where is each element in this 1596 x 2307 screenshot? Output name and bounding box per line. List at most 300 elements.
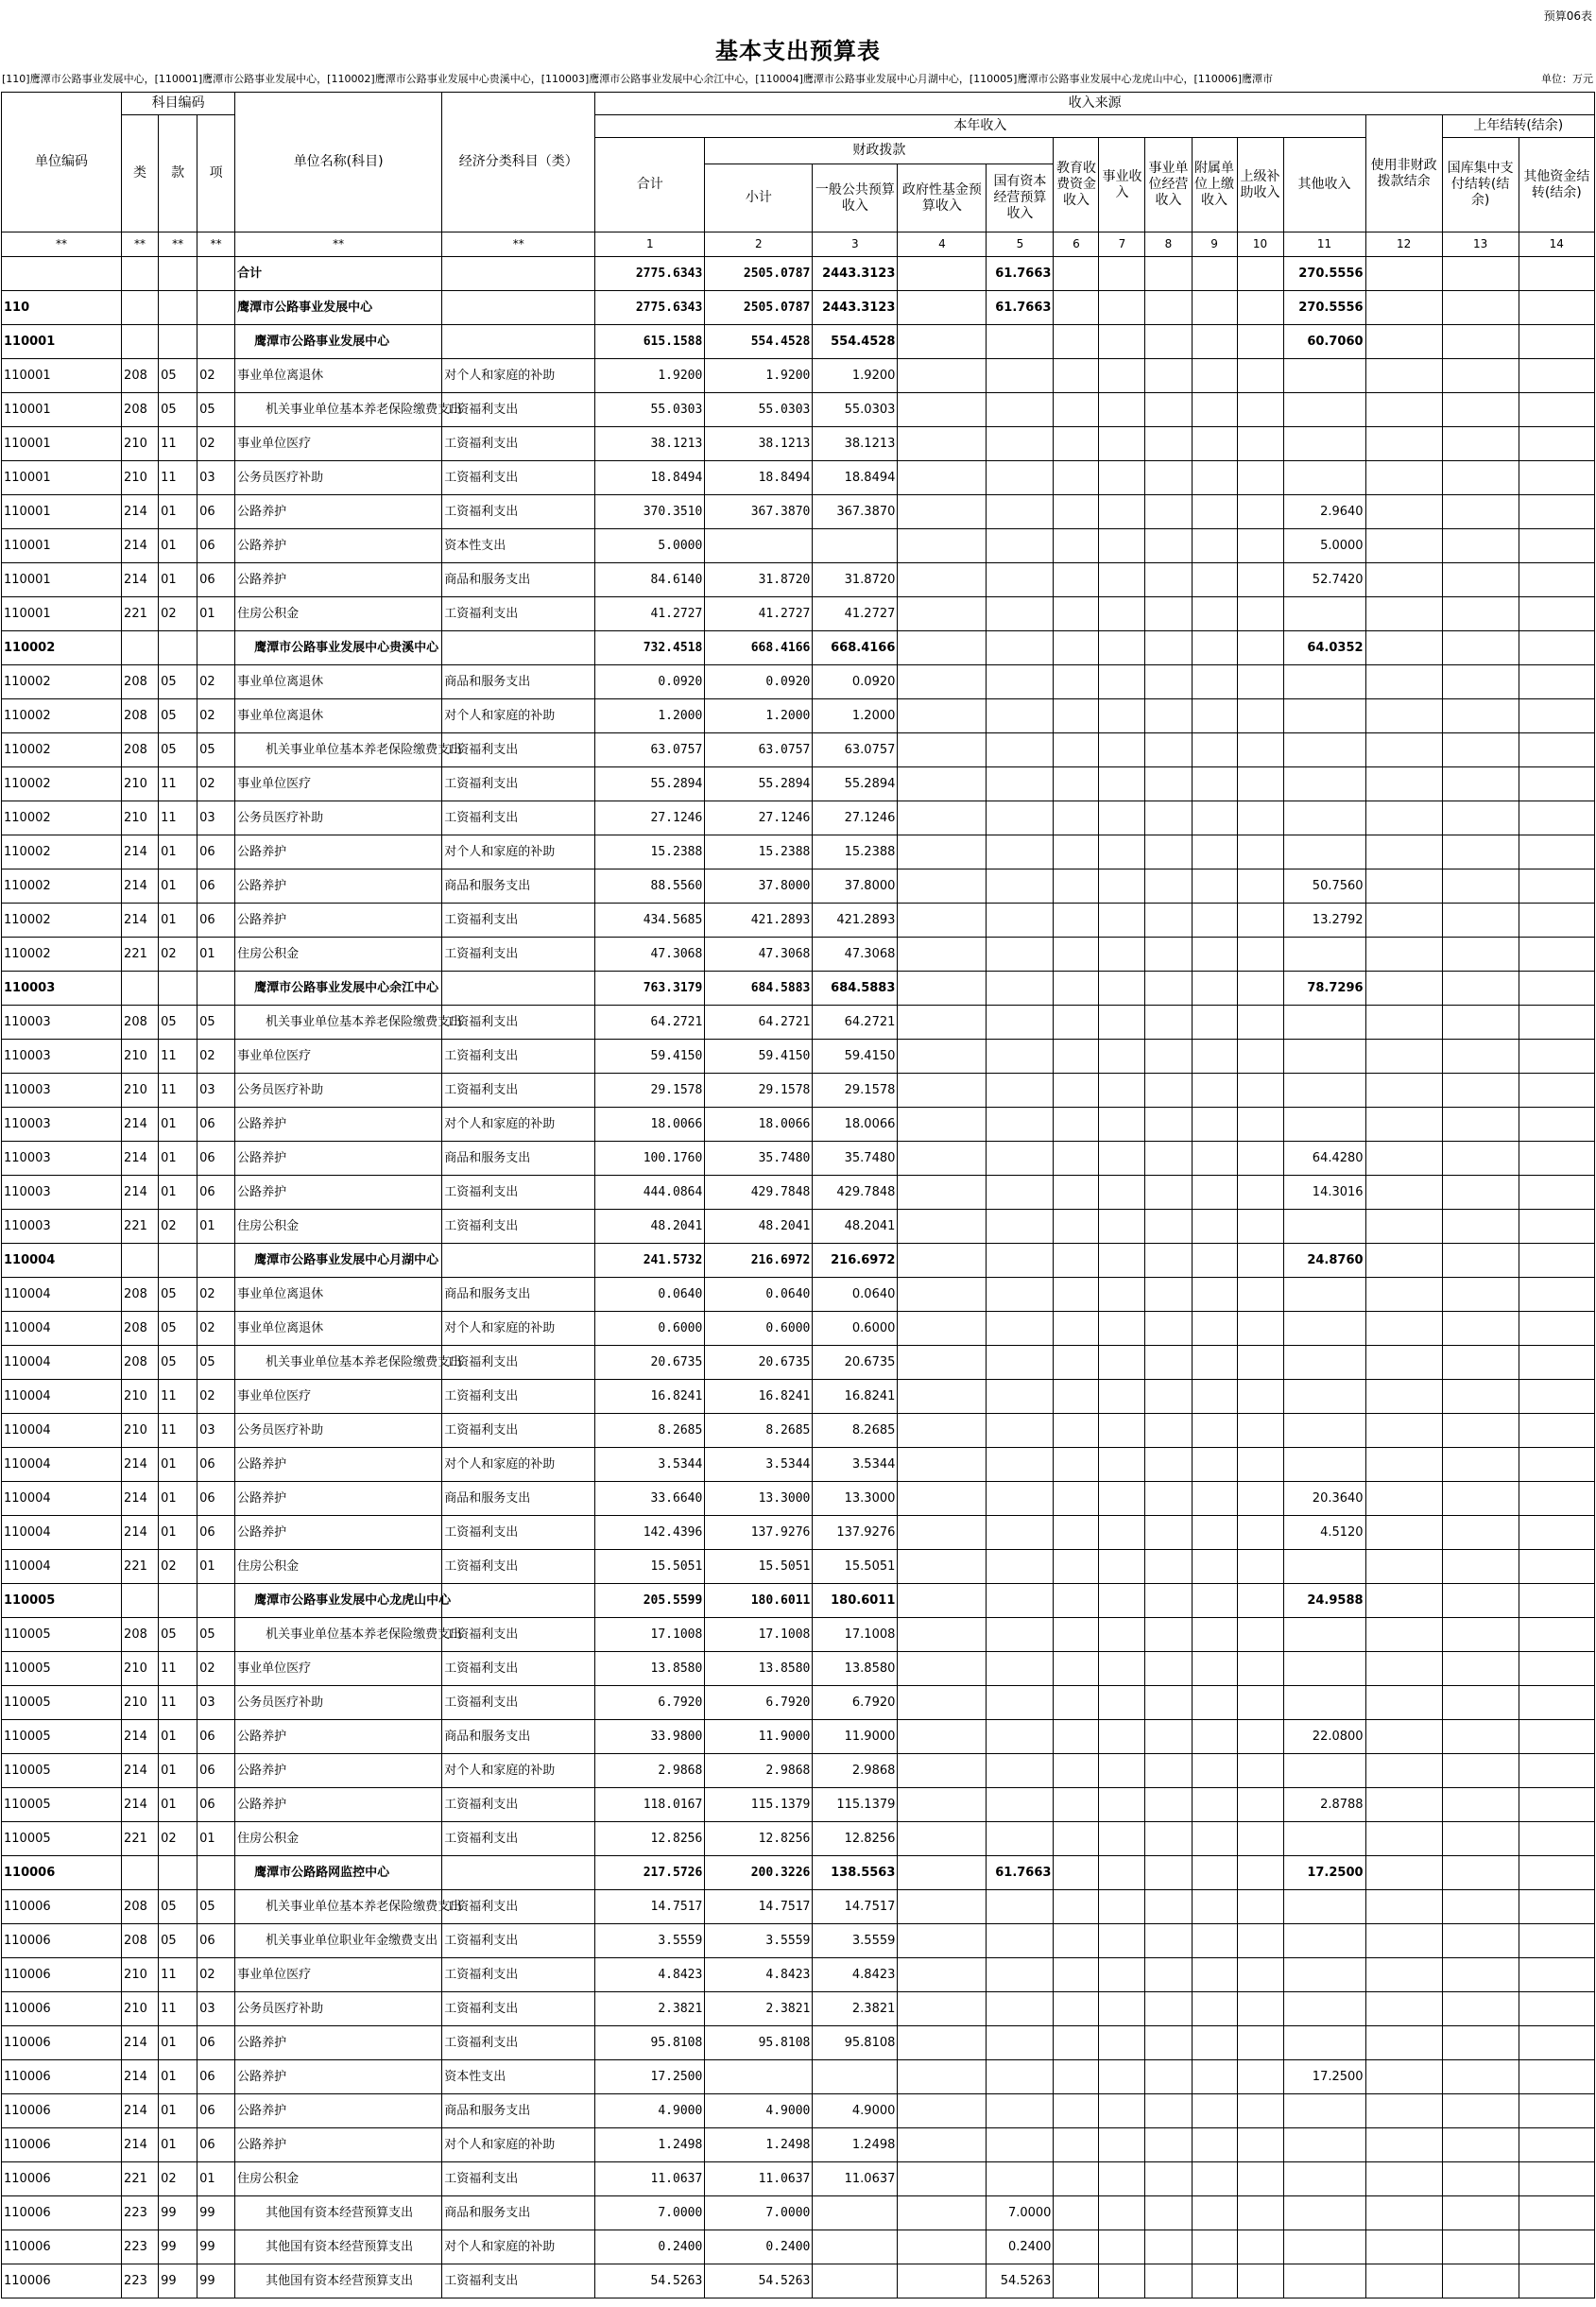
cell-other-balance bbox=[1519, 1244, 1594, 1278]
cell-state-capital bbox=[987, 1006, 1054, 1040]
cell-other-income bbox=[1283, 1992, 1365, 2026]
cell-business-operation bbox=[1145, 1856, 1192, 1890]
cell-lei: 208 bbox=[122, 665, 159, 699]
cell-econ-class: 商品和服务支出 bbox=[442, 2196, 595, 2230]
cell-other-income bbox=[1283, 1448, 1365, 1482]
cell-other-balance bbox=[1519, 1176, 1594, 1210]
cell-unit-name: 公路养护 bbox=[235, 563, 442, 597]
cell-econ-class: 工资福利支出 bbox=[442, 1686, 595, 1720]
cell-econ-class: 资本性支出 bbox=[442, 529, 595, 563]
cell-general-budget: 216.6972 bbox=[813, 1244, 898, 1278]
cell-other-balance bbox=[1519, 427, 1594, 461]
table-row bbox=[2, 495, 1595, 529]
cell-state-capital bbox=[987, 1244, 1054, 1278]
cell-kuan: 01 bbox=[159, 1720, 197, 1754]
cell-other-balance bbox=[1519, 1890, 1594, 1924]
cell-other-balance bbox=[1519, 665, 1594, 699]
cell-business-income bbox=[1099, 1686, 1145, 1720]
table-row bbox=[2, 2162, 1595, 2196]
table-row bbox=[2, 1550, 1595, 1584]
cell-treasury-balance bbox=[1442, 1312, 1519, 1346]
cell-affiliated bbox=[1192, 1380, 1237, 1414]
cell-business-income bbox=[1099, 597, 1145, 631]
cell-business-operation bbox=[1145, 2162, 1192, 2196]
cell-superior-subsidy bbox=[1237, 1720, 1283, 1754]
cell-unit-code: 110001 bbox=[2, 461, 122, 495]
cell-superior-subsidy bbox=[1237, 2026, 1283, 2060]
cell-unit-name: 公路养护 bbox=[235, 1754, 442, 1788]
header-last-year: 上年结转(结余) bbox=[1442, 115, 1594, 138]
cell-lei: 223 bbox=[122, 2230, 159, 2264]
cell-kuan: 02 bbox=[159, 1550, 197, 1584]
cell-subtotal: 1.2498 bbox=[705, 2128, 813, 2162]
cell-superior-subsidy bbox=[1237, 597, 1283, 631]
cell-unit-name: 公路养护 bbox=[235, 1108, 442, 1142]
cell-subtotal: 554.4528 bbox=[705, 325, 813, 359]
cell-other-income bbox=[1283, 1686, 1365, 1720]
cell-lei: 214 bbox=[122, 1720, 159, 1754]
cell-gov-fund bbox=[898, 1482, 987, 1516]
cell-general-budget: 554.4528 bbox=[813, 325, 898, 359]
cell-lei: 214 bbox=[122, 2060, 159, 2094]
cell-superior-subsidy bbox=[1237, 631, 1283, 665]
cell-unit-name: 事业单位医疗 bbox=[235, 767, 442, 801]
cell-state-capital bbox=[987, 1584, 1054, 1618]
cell-total: 12.8256 bbox=[595, 1822, 705, 1856]
cell-other-income bbox=[1283, 1210, 1365, 1244]
cell-treasury-balance bbox=[1442, 869, 1519, 904]
table-row bbox=[2, 461, 1595, 495]
cell-other-income: 78.7296 bbox=[1283, 972, 1365, 1006]
cell-non-fiscal-balance bbox=[1365, 938, 1442, 972]
cell-other-income bbox=[1283, 1108, 1365, 1142]
cell-lei: 214 bbox=[122, 1448, 159, 1482]
cell-business-income bbox=[1099, 1584, 1145, 1618]
cell-non-fiscal-balance bbox=[1365, 1720, 1442, 1754]
cell-lei: 214 bbox=[122, 529, 159, 563]
cell-lei: 210 bbox=[122, 1074, 159, 1108]
cell-xiang: 06 bbox=[197, 2094, 235, 2128]
cell-treasury-balance bbox=[1442, 1788, 1519, 1822]
cell-econ-class: 工资福利支出 bbox=[442, 1006, 595, 1040]
header-xiang: 项 bbox=[197, 115, 235, 232]
cell-lei bbox=[122, 325, 159, 359]
header-other-income: 其他收入 bbox=[1283, 138, 1365, 232]
cell-other-income: 270.5556 bbox=[1283, 257, 1365, 291]
cell-business-operation bbox=[1145, 1754, 1192, 1788]
cell-total: 0.2400 bbox=[595, 2230, 705, 2264]
cell-non-fiscal-balance bbox=[1365, 2094, 1442, 2128]
cell-xiang: 06 bbox=[197, 2026, 235, 2060]
cell-education-fee bbox=[1054, 597, 1099, 631]
cell-non-fiscal-balance bbox=[1365, 257, 1442, 291]
table-row bbox=[2, 699, 1595, 733]
cell-subtotal bbox=[705, 2060, 813, 2094]
cell-non-fiscal-balance bbox=[1365, 2162, 1442, 2196]
cell-state-capital bbox=[987, 495, 1054, 529]
cell-unit-name: 公路养护 bbox=[235, 495, 442, 529]
cell-kuan: 01 bbox=[159, 2128, 197, 2162]
cell-lei bbox=[122, 1856, 159, 1890]
cell-state-capital bbox=[987, 427, 1054, 461]
cell-other-income bbox=[1283, 1618, 1365, 1652]
cell-superior-subsidy bbox=[1237, 427, 1283, 461]
table-row bbox=[2, 325, 1595, 359]
cell-total: 29.1578 bbox=[595, 1074, 705, 1108]
cell-unit-code: 110005 bbox=[2, 1618, 122, 1652]
cell-treasury-balance bbox=[1442, 1040, 1519, 1074]
cell-kuan: 11 bbox=[159, 1958, 197, 1992]
cell-other-balance bbox=[1519, 938, 1594, 972]
cell-general-budget: 27.1246 bbox=[813, 801, 898, 835]
cell-gov-fund bbox=[898, 1448, 987, 1482]
cell-econ-class: 工资福利支出 bbox=[442, 2026, 595, 2060]
cell-xiang: 06 bbox=[197, 1720, 235, 1754]
cell-unit-code: 110002 bbox=[2, 631, 122, 665]
cell-business-operation bbox=[1145, 972, 1192, 1006]
cell-unit-code: 110003 bbox=[2, 1142, 122, 1176]
cell-general-budget: 0.0920 bbox=[813, 665, 898, 699]
cell-other-balance bbox=[1519, 801, 1594, 835]
cell-kuan: 01 bbox=[159, 2060, 197, 2094]
cell-total: 63.0757 bbox=[595, 733, 705, 767]
cell-non-fiscal-balance bbox=[1365, 1516, 1442, 1550]
col-code: ** bbox=[235, 232, 442, 257]
cell-econ-class: 工资福利支出 bbox=[442, 495, 595, 529]
cell-kuan: 05 bbox=[159, 1618, 197, 1652]
cell-superior-subsidy bbox=[1237, 767, 1283, 801]
cell-total: 100.1760 bbox=[595, 1142, 705, 1176]
cell-affiliated bbox=[1192, 972, 1237, 1006]
cell-business-income bbox=[1099, 427, 1145, 461]
cell-treasury-balance bbox=[1442, 631, 1519, 665]
cell-unit-code: 110005 bbox=[2, 1720, 122, 1754]
cell-gov-fund bbox=[898, 972, 987, 1006]
cell-total: 2.9868 bbox=[595, 1754, 705, 1788]
header-unit-name: 单位名称(科目) bbox=[235, 93, 442, 232]
cell-non-fiscal-balance bbox=[1365, 2196, 1442, 2230]
cell-non-fiscal-balance bbox=[1365, 393, 1442, 427]
cell-econ-class bbox=[442, 631, 595, 665]
cell-kuan: 05 bbox=[159, 1312, 197, 1346]
cell-affiliated bbox=[1192, 1210, 1237, 1244]
cell-state-capital bbox=[987, 1380, 1054, 1414]
cell-unit-name: 公务员医疗补助 bbox=[235, 1992, 442, 2026]
cell-econ-class: 商品和服务支出 bbox=[442, 665, 595, 699]
cell-general-budget: 29.1578 bbox=[813, 1074, 898, 1108]
cell-other-balance bbox=[1519, 1312, 1594, 1346]
cell-gov-fund bbox=[898, 563, 987, 597]
cell-other-balance bbox=[1519, 1686, 1594, 1720]
cell-subtotal: 55.0303 bbox=[705, 393, 813, 427]
cell-unit-code: 110006 bbox=[2, 2026, 122, 2060]
cell-superior-subsidy bbox=[1237, 291, 1283, 325]
cell-kuan: 02 bbox=[159, 597, 197, 631]
cell-affiliated bbox=[1192, 1176, 1237, 1210]
cell-other-balance bbox=[1519, 2128, 1594, 2162]
cell-other-income bbox=[1283, 1346, 1365, 1380]
cell-lei: 221 bbox=[122, 1210, 159, 1244]
cell-treasury-balance bbox=[1442, 461, 1519, 495]
cell-other-balance bbox=[1519, 1380, 1594, 1414]
cell-non-fiscal-balance bbox=[1365, 1448, 1442, 1482]
cell-general-budget bbox=[813, 529, 898, 563]
cell-other-income bbox=[1283, 699, 1365, 733]
cell-other-balance bbox=[1519, 1652, 1594, 1686]
cell-affiliated bbox=[1192, 2196, 1237, 2230]
cell-unit-code: 110002 bbox=[2, 869, 122, 904]
cell-affiliated bbox=[1192, 1686, 1237, 1720]
cell-other-balance bbox=[1519, 2230, 1594, 2264]
cell-state-capital bbox=[987, 2060, 1054, 2094]
cell-affiliated bbox=[1192, 767, 1237, 801]
cell-subtotal: 38.1213 bbox=[705, 427, 813, 461]
cell-econ-class: 对个人和家庭的补助 bbox=[442, 1754, 595, 1788]
cell-gov-fund bbox=[898, 1210, 987, 1244]
col-code: 5 bbox=[987, 232, 1054, 257]
cell-unit-name: 其他国有资本经营预算支出 bbox=[235, 2264, 442, 2298]
cell-kuan: 01 bbox=[159, 2094, 197, 2128]
col-code: 1 bbox=[595, 232, 705, 257]
cell-econ-class bbox=[442, 1856, 595, 1890]
cell-business-operation bbox=[1145, 1720, 1192, 1754]
cell-affiliated bbox=[1192, 904, 1237, 938]
cell-business-operation bbox=[1145, 2128, 1192, 2162]
cell-gov-fund bbox=[898, 665, 987, 699]
cell-unit-name: 公路养护 bbox=[235, 869, 442, 904]
cell-superior-subsidy bbox=[1237, 1584, 1283, 1618]
cell-econ-class: 对个人和家庭的补助 bbox=[442, 1312, 595, 1346]
cell-econ-class: 工资福利支出 bbox=[442, 1652, 595, 1686]
cell-treasury-balance bbox=[1442, 2094, 1519, 2128]
table-row bbox=[2, 1482, 1595, 1516]
cell-other-income: 17.2500 bbox=[1283, 1856, 1365, 1890]
cell-superior-subsidy bbox=[1237, 1210, 1283, 1244]
cell-subtotal: 16.8241 bbox=[705, 1380, 813, 1414]
cell-affiliated bbox=[1192, 1822, 1237, 1856]
cell-affiliated bbox=[1192, 2094, 1237, 2128]
cell-other-income bbox=[1283, 938, 1365, 972]
cell-econ-class: 商品和服务支出 bbox=[442, 2094, 595, 2128]
cell-treasury-balance bbox=[1442, 1108, 1519, 1142]
cell-education-fee bbox=[1054, 1414, 1099, 1448]
cell-treasury-balance bbox=[1442, 1924, 1519, 1958]
cell-non-fiscal-balance bbox=[1365, 529, 1442, 563]
cell-treasury-balance bbox=[1442, 1856, 1519, 1890]
cell-unit-code: 110002 bbox=[2, 835, 122, 869]
cell-subtotal: 18.8494 bbox=[705, 461, 813, 495]
cell-lei: 214 bbox=[122, 495, 159, 529]
cell-other-income: 24.8760 bbox=[1283, 1244, 1365, 1278]
cell-state-capital bbox=[987, 1720, 1054, 1754]
cell-business-operation bbox=[1145, 1482, 1192, 1516]
cell-business-income bbox=[1099, 1312, 1145, 1346]
page-title: 基本支出预算表 bbox=[715, 37, 881, 64]
cell-affiliated bbox=[1192, 597, 1237, 631]
cell-gov-fund bbox=[898, 733, 987, 767]
cell-xiang: 02 bbox=[197, 665, 235, 699]
cell-general-budget: 1.9200 bbox=[813, 359, 898, 393]
cell-kuan: 05 bbox=[159, 359, 197, 393]
cell-education-fee bbox=[1054, 1754, 1099, 1788]
cell-business-income bbox=[1099, 1618, 1145, 1652]
cell-non-fiscal-balance bbox=[1365, 699, 1442, 733]
cell-superior-subsidy bbox=[1237, 495, 1283, 529]
cell-total: 55.2894 bbox=[595, 767, 705, 801]
cell-subtotal: 216.6972 bbox=[705, 1244, 813, 1278]
cell-total: 1.9200 bbox=[595, 359, 705, 393]
cell-general-budget: 115.1379 bbox=[813, 1788, 898, 1822]
cell-affiliated bbox=[1192, 1958, 1237, 1992]
cell-treasury-balance bbox=[1442, 1346, 1519, 1380]
cell-treasury-balance bbox=[1442, 1550, 1519, 1584]
cell-gov-fund bbox=[898, 2060, 987, 2094]
cell-other-income bbox=[1283, 1550, 1365, 1584]
header-subject-code: 科目编码 bbox=[122, 93, 235, 115]
table-row bbox=[2, 563, 1595, 597]
cell-gov-fund bbox=[898, 2128, 987, 2162]
cell-lei: 208 bbox=[122, 733, 159, 767]
cell-total: 13.8580 bbox=[595, 1652, 705, 1686]
cell-kuan: 99 bbox=[159, 2230, 197, 2264]
cell-kuan bbox=[159, 972, 197, 1006]
cell-affiliated bbox=[1192, 2060, 1237, 2094]
cell-non-fiscal-balance bbox=[1365, 1992, 1442, 2026]
cell-xiang bbox=[197, 1244, 235, 1278]
cell-treasury-balance bbox=[1442, 2264, 1519, 2298]
cell-unit-code: 110002 bbox=[2, 938, 122, 972]
header-business-operation: 事业单位经营收入 bbox=[1145, 138, 1192, 232]
cell-state-capital bbox=[987, 1686, 1054, 1720]
cell-gov-fund bbox=[898, 1686, 987, 1720]
cell-unit-name: 住房公积金 bbox=[235, 597, 442, 631]
cell-subtotal: 63.0757 bbox=[705, 733, 813, 767]
cell-non-fiscal-balance bbox=[1365, 2264, 1442, 2298]
cell-gov-fund bbox=[898, 1958, 987, 1992]
cell-business-operation bbox=[1145, 597, 1192, 631]
cell-treasury-balance bbox=[1442, 699, 1519, 733]
cell-xiang: 99 bbox=[197, 2196, 235, 2230]
cell-superior-subsidy bbox=[1237, 1414, 1283, 1448]
cell-business-income bbox=[1099, 1482, 1145, 1516]
col-code: ** bbox=[197, 232, 235, 257]
table-row bbox=[2, 291, 1595, 325]
cell-education-fee bbox=[1054, 291, 1099, 325]
cell-general-budget: 367.3870 bbox=[813, 495, 898, 529]
cell-general-budget: 180.6011 bbox=[813, 1584, 898, 1618]
cell-total: 1.2000 bbox=[595, 699, 705, 733]
table-row bbox=[2, 2196, 1595, 2230]
cell-non-fiscal-balance bbox=[1365, 835, 1442, 869]
cell-unit-code: 110001 bbox=[2, 563, 122, 597]
cell-lei: 208 bbox=[122, 699, 159, 733]
cell-subtotal: 55.2894 bbox=[705, 767, 813, 801]
cell-unit-name: 机关事业单位基本养老保险缴费支出 bbox=[235, 1346, 442, 1380]
cell-business-income bbox=[1099, 1992, 1145, 2026]
cell-non-fiscal-balance bbox=[1365, 1142, 1442, 1176]
cell-general-budget bbox=[813, 2230, 898, 2264]
header-income-source: 收入来源 bbox=[595, 93, 1595, 115]
cell-total: 18.0066 bbox=[595, 1108, 705, 1142]
cell-xiang: 06 bbox=[197, 529, 235, 563]
cell-education-fee bbox=[1054, 631, 1099, 665]
cell-total: 15.2388 bbox=[595, 835, 705, 869]
cell-total: 27.1246 bbox=[595, 801, 705, 835]
cell-kuan: 11 bbox=[159, 801, 197, 835]
cell-business-operation bbox=[1145, 495, 1192, 529]
cell-kuan: 11 bbox=[159, 427, 197, 461]
cell-superior-subsidy bbox=[1237, 1074, 1283, 1108]
table-row bbox=[2, 1686, 1595, 1720]
cell-gov-fund bbox=[898, 1414, 987, 1448]
cell-business-income bbox=[1099, 359, 1145, 393]
cell-education-fee bbox=[1054, 1312, 1099, 1346]
cell-total: 763.3179 bbox=[595, 972, 705, 1006]
cell-education-fee bbox=[1054, 904, 1099, 938]
cell-unit-code: 110004 bbox=[2, 1550, 122, 1584]
cell-gov-fund bbox=[898, 1346, 987, 1380]
cell-other-income bbox=[1283, 393, 1365, 427]
cell-unit-code: 110004 bbox=[2, 1414, 122, 1448]
cell-unit-code: 110001 bbox=[2, 427, 122, 461]
cell-unit-code: 110006 bbox=[2, 2128, 122, 2162]
cell-state-capital bbox=[987, 767, 1054, 801]
cell-superior-subsidy bbox=[1237, 257, 1283, 291]
cell-treasury-balance bbox=[1442, 2026, 1519, 2060]
cell-econ-class: 工资福利支出 bbox=[442, 1040, 595, 1074]
cell-subtotal: 29.1578 bbox=[705, 1074, 813, 1108]
cell-general-budget: 13.8580 bbox=[813, 1652, 898, 1686]
cell-business-income bbox=[1099, 495, 1145, 529]
table-row bbox=[2, 1176, 1595, 1210]
cell-subtotal bbox=[705, 529, 813, 563]
cell-unit-code: 110002 bbox=[2, 665, 122, 699]
cell-unit-name: 公路养护 bbox=[235, 1176, 442, 1210]
cell-unit-code: 110004 bbox=[2, 1482, 122, 1516]
cell-subtotal: 64.2721 bbox=[705, 1006, 813, 1040]
cell-gov-fund bbox=[898, 1142, 987, 1176]
cell-business-operation bbox=[1145, 1890, 1192, 1924]
cell-education-fee bbox=[1054, 529, 1099, 563]
cell-affiliated bbox=[1192, 495, 1237, 529]
cell-business-operation bbox=[1145, 904, 1192, 938]
cell-unit-code: 110006 bbox=[2, 2196, 122, 2230]
cell-other-income bbox=[1283, 767, 1365, 801]
cell-unit-code: 110001 bbox=[2, 325, 122, 359]
cell-superior-subsidy bbox=[1237, 1686, 1283, 1720]
cell-econ-class bbox=[442, 291, 595, 325]
cell-affiliated bbox=[1192, 2264, 1237, 2298]
cell-affiliated bbox=[1192, 938, 1237, 972]
cell-gov-fund bbox=[898, 291, 987, 325]
cell-state-capital bbox=[987, 1040, 1054, 1074]
table-row bbox=[2, 733, 1595, 767]
cell-other-income bbox=[1283, 597, 1365, 631]
cell-xiang: 02 bbox=[197, 1958, 235, 1992]
cell-business-operation bbox=[1145, 1278, 1192, 1312]
cell-non-fiscal-balance bbox=[1365, 1890, 1442, 1924]
col-code: 8 bbox=[1145, 232, 1192, 257]
cell-business-income bbox=[1099, 665, 1145, 699]
cell-state-capital bbox=[987, 359, 1054, 393]
cell-subtotal: 1.2000 bbox=[705, 699, 813, 733]
cell-business-operation bbox=[1145, 1924, 1192, 1958]
cell-other-income: 22.0800 bbox=[1283, 1720, 1365, 1754]
cell-unit-name: 公路养护 bbox=[235, 2128, 442, 2162]
cell-affiliated bbox=[1192, 733, 1237, 767]
cell-other-balance bbox=[1519, 1856, 1594, 1890]
cell-business-operation bbox=[1145, 563, 1192, 597]
